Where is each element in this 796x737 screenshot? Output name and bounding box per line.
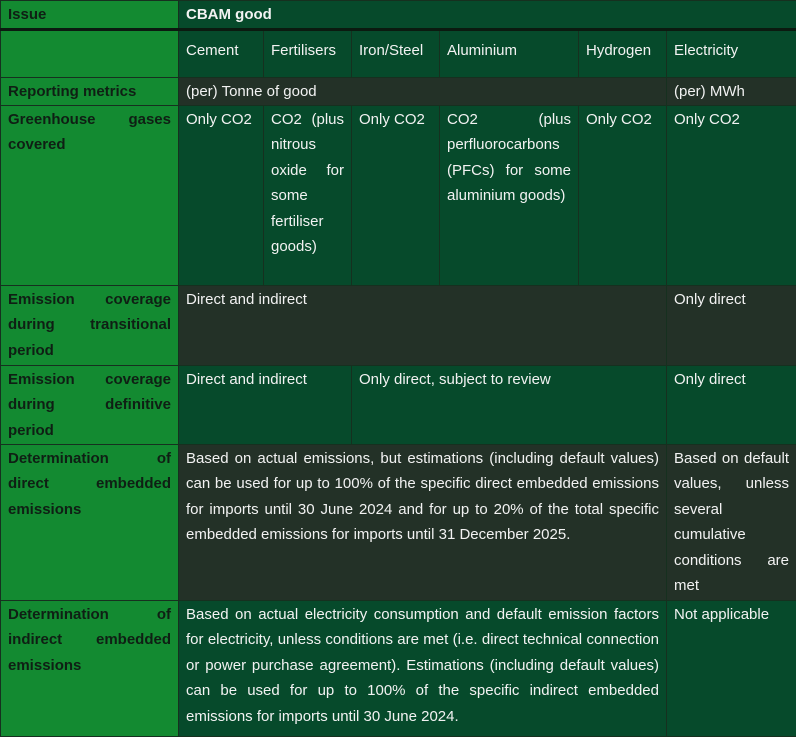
direct-embedded-row: [1, 445, 796, 601]
transitional-goods: Direct and indirect: [179, 286, 667, 366]
reporting-metrics-row: [1, 78, 796, 106]
transitional-row: [1, 286, 796, 366]
good-header-hydrogen: Hydrogen: [579, 30, 667, 78]
header-row: [1, 1, 796, 30]
ghg-fertilisers: CO2 (plus nitrous oxide for some fertiliser goods): [264, 106, 352, 286]
direct-embedded-electricity: Based on default values, unless several cumulative conditions are met: [667, 445, 796, 601]
definitive-cement-fertilisers: Direct and indirect: [179, 366, 352, 445]
goods-header-row: [1, 30, 796, 78]
good-header-aluminium: Aluminium: [440, 30, 579, 78]
good-header-iron-steel: Iron/Steel: [352, 30, 440, 78]
issue-header: Issue: [1, 1, 179, 30]
direct-embedded-label: Determination of direct embedded emissions: [1, 445, 179, 601]
ghg-hydrogen: Only CO2: [579, 106, 667, 286]
reporting-metrics-label: Reporting metrics: [1, 78, 179, 106]
definitive-row: [1, 366, 796, 445]
indirect-embedded-row: [1, 601, 796, 737]
transitional-label: Emission coverage during transitional period: [1, 286, 179, 366]
reporting-metrics-goods: (per) Tonne of good: [179, 78, 667, 106]
ghg-electricity: Only CO2: [667, 106, 796, 286]
ghg-aluminium: CO2 (plus perfluorocarbons (PFCs) for some aluminium goods): [440, 106, 579, 286]
definitive-others: Only direct, subject to review: [352, 366, 667, 445]
ghg-cement: Only CO2: [179, 106, 264, 286]
reporting-metrics-electricity: (per) MWh: [667, 78, 796, 106]
good-header-cement: Cement: [179, 30, 264, 78]
indirect-embedded-label: Determination of indirect embedded emissions: [1, 601, 179, 737]
ghg-covered-row: [1, 106, 796, 286]
transitional-electricity: Only direct: [667, 286, 796, 366]
goods-header-blank: [1, 30, 179, 78]
direct-embedded-goods: Based on actual emissions, but estimations (including default values) can be used for up to 100% of the specific direct embedded emissions for imports until 30 June 2024 and for up to 20% of the total specific embedded emissions for imports until 31 December 2025.: [179, 445, 667, 601]
good-header-electricity: Electricity: [667, 30, 796, 78]
definitive-label: Emission coverage during definitive period: [1, 366, 179, 445]
ghg-covered-label: Greenhouse gases covered: [1, 106, 179, 286]
indirect-embedded-goods: Based on actual electricity consumption and default emission factors for electricity, unless conditions are met (i.e. direct technical connection or power purchase agreement). Estimations (including default values) can be used for up to 100% of the specific indirect embedded emissions for imports until 30 June 2024.: [179, 601, 667, 737]
definitive-electricity: Only direct: [667, 366, 796, 445]
good-header-fertilisers: Fertilisers: [264, 30, 352, 78]
ghg-iron-steel: Only CO2: [352, 106, 440, 286]
indirect-embedded-electricity: Not applicable: [667, 601, 796, 737]
cbam-good-header: CBAM good: [179, 1, 796, 30]
